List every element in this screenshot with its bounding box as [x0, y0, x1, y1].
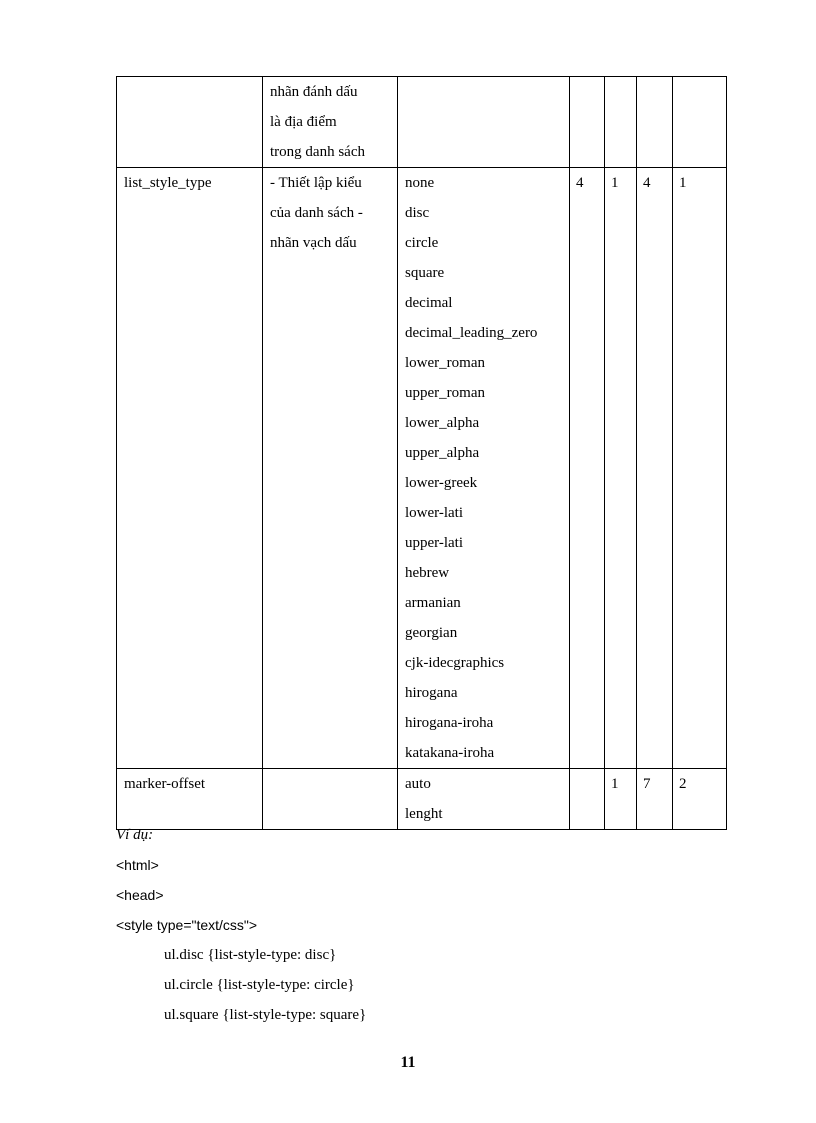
value-item: decimal_leading_zero: [405, 325, 538, 341]
number-value: 4: [576, 175, 584, 191]
value-item: decimal: [405, 295, 453, 311]
number-cell: [570, 168, 605, 769]
number-cell: [673, 77, 727, 168]
value-item: circle: [405, 235, 439, 251]
property-name: list_style_type: [124, 175, 212, 191]
number-value: 1: [611, 175, 619, 191]
value-item: upper_alpha: [405, 445, 480, 461]
number-cell: [637, 168, 673, 769]
value-item: armanian: [405, 595, 461, 611]
value-item: lower_roman: [405, 355, 485, 371]
description-cell: [263, 77, 398, 168]
css-property-table: [116, 76, 727, 830]
property-name: marker-offset: [124, 776, 206, 792]
code-line-html: <html>: [116, 857, 159, 873]
description-line: của danh sách -: [270, 205, 363, 221]
property-cell: [117, 77, 263, 168]
number-value: 1: [611, 776, 619, 792]
number-value: [576, 77, 604, 107]
value-item: upper-lati: [405, 535, 464, 551]
value-item: square: [405, 265, 445, 281]
number-cell: [605, 77, 637, 168]
example-section: [116, 820, 736, 1030]
value-item: georgian: [405, 625, 458, 641]
value-item: disc: [405, 205, 430, 221]
number-value: [643, 77, 672, 107]
code-line-ul-circle: ul.circle {list-style-type: circle}: [164, 977, 355, 993]
example-label: Ví dụ:: [116, 827, 154, 843]
value-item: auto: [405, 776, 431, 792]
value-item: hirogana-iroha: [405, 715, 494, 731]
table-row: [117, 168, 727, 769]
number-cell: [637, 77, 673, 168]
value-item: katakana-iroha: [405, 745, 495, 761]
number-value: 2: [679, 776, 687, 792]
number-value: [679, 77, 726, 107]
code-line-style: <style type="text/css">: [116, 917, 258, 933]
value-item: lower-greek: [405, 475, 478, 491]
value-item: hirogana: [405, 685, 458, 701]
page-number: 11: [400, 1054, 416, 1071]
description-cell: [263, 168, 398, 769]
number-cell: [605, 168, 637, 769]
code-line-ul-disc: ul.disc {list-style-type: disc}: [164, 947, 337, 963]
number-value: [611, 77, 636, 107]
value-item: lower-lati: [405, 505, 464, 521]
number-value: 1: [679, 175, 687, 191]
number-value: 7: [643, 776, 651, 792]
number-cell: [570, 77, 605, 168]
table-row: [117, 77, 727, 168]
description-line: là địa điểm: [270, 114, 337, 130]
code-line-ul-square: ul.square {list-style-type: square}: [164, 1007, 367, 1023]
value-item: lower_alpha: [405, 415, 480, 431]
description-line: nhãn vạch dấu: [270, 235, 357, 251]
number-cell: [673, 168, 727, 769]
number-value: [576, 769, 604, 799]
values-cell: [398, 168, 570, 769]
values-cell: [398, 77, 570, 168]
number-value: 4: [643, 175, 651, 191]
value-item: upper_roman: [405, 385, 485, 401]
description-line: - Thiết lập kiểu: [270, 175, 362, 191]
description-line: nhãn đánh dấu: [270, 84, 358, 100]
value-item: hebrew: [405, 565, 450, 581]
code-line-head: <head>: [116, 887, 164, 903]
description-line: trong danh sách: [270, 144, 365, 160]
value-item: lenght: [405, 806, 443, 822]
value-item: none: [405, 175, 435, 191]
value-item: cjk-idecgraphics: [405, 655, 505, 671]
property-cell: [117, 168, 263, 769]
